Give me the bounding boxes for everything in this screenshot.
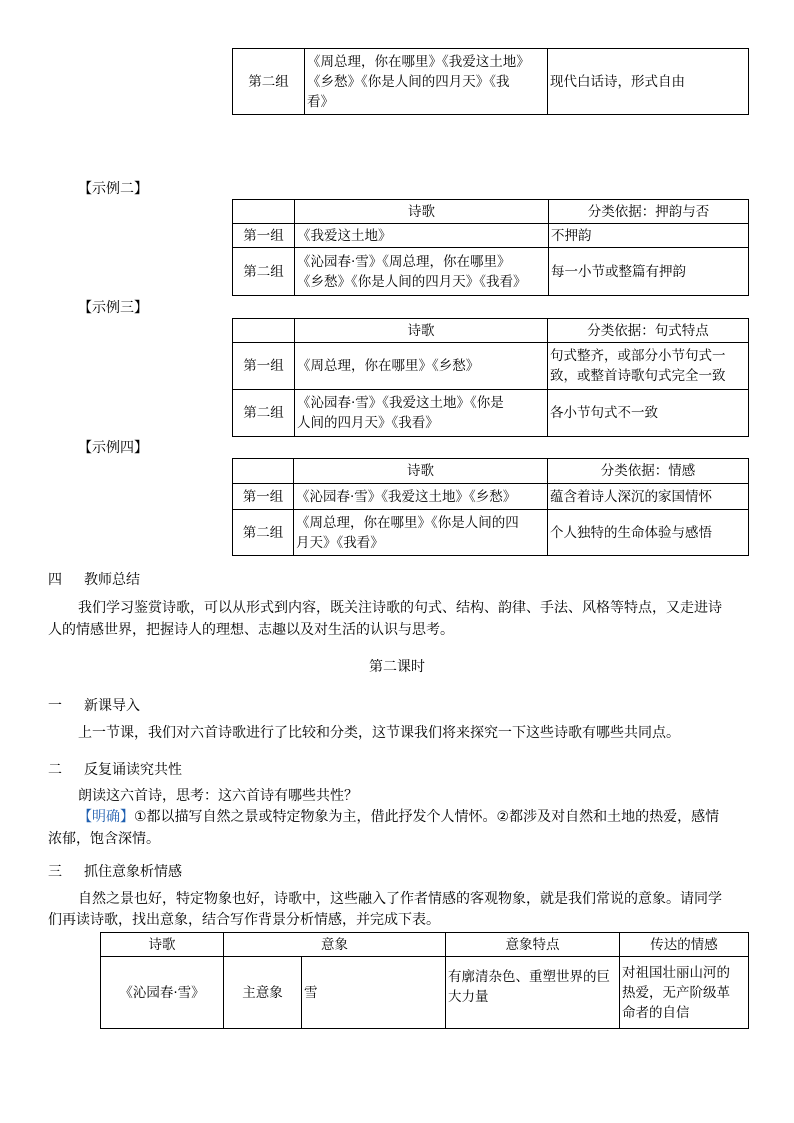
poems-cell — [294, 510, 548, 556]
emotion-line: 命者的自信 — [622, 1004, 690, 1021]
section-2-answer-line2: 浓郁，饱含深情。 — [48, 831, 160, 847]
mingque-tag: 【明确】 — [78, 809, 134, 825]
group-cell: 第一组 — [233, 224, 295, 248]
section-1-para: 上一节课，我们对六首诗歌进行了比较和分类，这节课我们将来探究一下这些诗歌有哪些共同点。 — [78, 725, 680, 741]
poems-line: 《乡愁》《你是人间的四月天》《我看》 — [297, 273, 527, 290]
section-1-number: 一 — [48, 698, 62, 714]
example-2-label: 【示例二】 — [78, 181, 148, 197]
poem-header: 诗歌 — [294, 459, 548, 484]
group-cell: 第二组 — [233, 390, 295, 437]
basis-header: 分类依据：句式特点 — [548, 319, 749, 343]
section-3-title: 抓住意象析情感 — [84, 864, 182, 880]
poems-cell: 《我爱这土地》 — [295, 224, 549, 248]
example-3-label: 【示例三】 — [78, 300, 148, 316]
empty-header-cell — [233, 200, 295, 224]
section-4-para-line2: 人的情感世界，把握诗人的理想、志趣以及对生活的认识与思考。 — [48, 622, 454, 638]
empty-header-cell — [233, 319, 295, 343]
poems-cell — [295, 248, 549, 296]
feature-line: 大力量 — [448, 989, 489, 1005]
basis-cell: 现代白话诗，形式自由 — [548, 49, 749, 115]
feature-header: 意象特点 — [446, 933, 620, 957]
section-3-para-line2: 们再读诗歌，找出意象，结合写作背景分析情感，并完成下表。 — [48, 912, 440, 928]
section-2-question: 朗读这六首诗，思考：这六首诗有哪些共性？ — [78, 788, 358, 804]
emotion-cell — [620, 957, 749, 1029]
group-cell: 第二组 — [233, 49, 305, 115]
poems-line: 《沁园春·雪》《我爱这土地》《你是 — [297, 395, 504, 411]
emotion-line: 对祖国壮丽山河的 — [622, 964, 730, 981]
basis-header: 分类依据：情感 — [548, 459, 749, 484]
basis-cell — [548, 343, 749, 390]
section-3-para-line1: 自然之景也好，特定物象也好，诗歌中，这些融入了作者情感的客观物象，就是我们常说的意象。请同学 — [78, 891, 722, 907]
poem-header: 诗歌 — [295, 319, 548, 343]
poem-cell: 《沁园春·雪》 — [101, 957, 224, 1029]
basis-header: 分类依据：押韵与否 — [549, 200, 749, 224]
poems-line: 月天》《我看》 — [296, 534, 384, 551]
imagery-table — [100, 932, 749, 1029]
poems-cell — [295, 390, 548, 437]
section-2-number: 二 — [48, 762, 62, 778]
poems-cell — [305, 49, 548, 115]
poems-cell: 《沁园春·雪》《我爱这土地》《乡愁》 — [294, 484, 548, 510]
group-cell: 第一组 — [233, 484, 294, 510]
basis-cell: 个人独特的生命体验与感悟 — [548, 510, 749, 556]
poem-header: 诗歌 — [101, 933, 224, 957]
empty-header-cell — [233, 459, 294, 484]
poems-cell: 《周总理，你在哪里》《乡愁》 — [295, 343, 548, 390]
group-cell: 第二组 — [233, 510, 294, 556]
imagery-header: 意象 — [224, 933, 446, 957]
section-3-number: 三 — [48, 864, 62, 880]
feature-cell — [446, 957, 620, 1029]
top-table — [232, 48, 749, 115]
example-4-label: 【示例四】 — [78, 440, 148, 456]
feature-line: 有廓清杂色、重塑世界的巨 — [448, 969, 610, 985]
poems-line: 《周总理，你在哪里》《你是人间的四 — [296, 514, 519, 531]
poem-header: 诗歌 — [295, 200, 549, 224]
poems-line: 《沁园春·雪》《周总理，你在哪里》 — [297, 253, 511, 270]
basis-cell: 不押韵 — [549, 224, 749, 248]
example-4-table — [232, 458, 749, 556]
emotion-line: 热爱，无产阶级革 — [622, 984, 730, 1001]
section-4-title: 教师总结 — [84, 572, 140, 588]
poems-line: 《周总理，你在哪里》《我爱这土地》 — [307, 53, 530, 70]
group-cell: 第二组 — [233, 248, 295, 296]
section-2-answer-line1 — [78, 806, 719, 828]
group-cell: 第一组 — [233, 343, 295, 390]
emotion-header: 传达的情感 — [620, 933, 749, 957]
basis-line: 致，或整首诗歌句式完全一致 — [550, 368, 726, 384]
poems-line: 《乡愁》《你是人间的四月天》《我 — [307, 73, 510, 90]
basis-cell: 各小节句式不一致 — [548, 390, 749, 437]
imagery-cell: 雪 — [302, 957, 446, 1029]
section-2-title: 反复诵读究共性 — [84, 762, 182, 778]
section-4-para-line1: 我们学习鉴赏诗歌，可以从形式到内容，既关注诗歌的句式、结构、韵律、手法、风格等特点，又走进诗 — [78, 600, 722, 616]
lesson-2-title: 第二课时 — [369, 659, 425, 675]
imagery-type-cell: 主意象 — [224, 957, 302, 1029]
basis-line: 句式整齐，或部分小节句式一 — [550, 348, 726, 364]
basis-cell: 每一小节或整篇有押韵 — [549, 248, 749, 296]
poems-line: 人间的四月天》《我看》 — [297, 415, 439, 431]
section-1-title: 新课导入 — [84, 698, 140, 714]
poems-line: 看》 — [307, 93, 334, 110]
example-2-table — [232, 199, 749, 296]
answer-text: ①都以描写自然之景或特定物象为主，借此抒发个人情怀。②都涉及对自然和土地的热爱，感情 — [134, 809, 720, 825]
example-3-table — [232, 318, 749, 437]
basis-cell: 蕴含着诗人深沉的家国情怀 — [548, 484, 749, 510]
section-4-number: 四 — [48, 572, 62, 588]
